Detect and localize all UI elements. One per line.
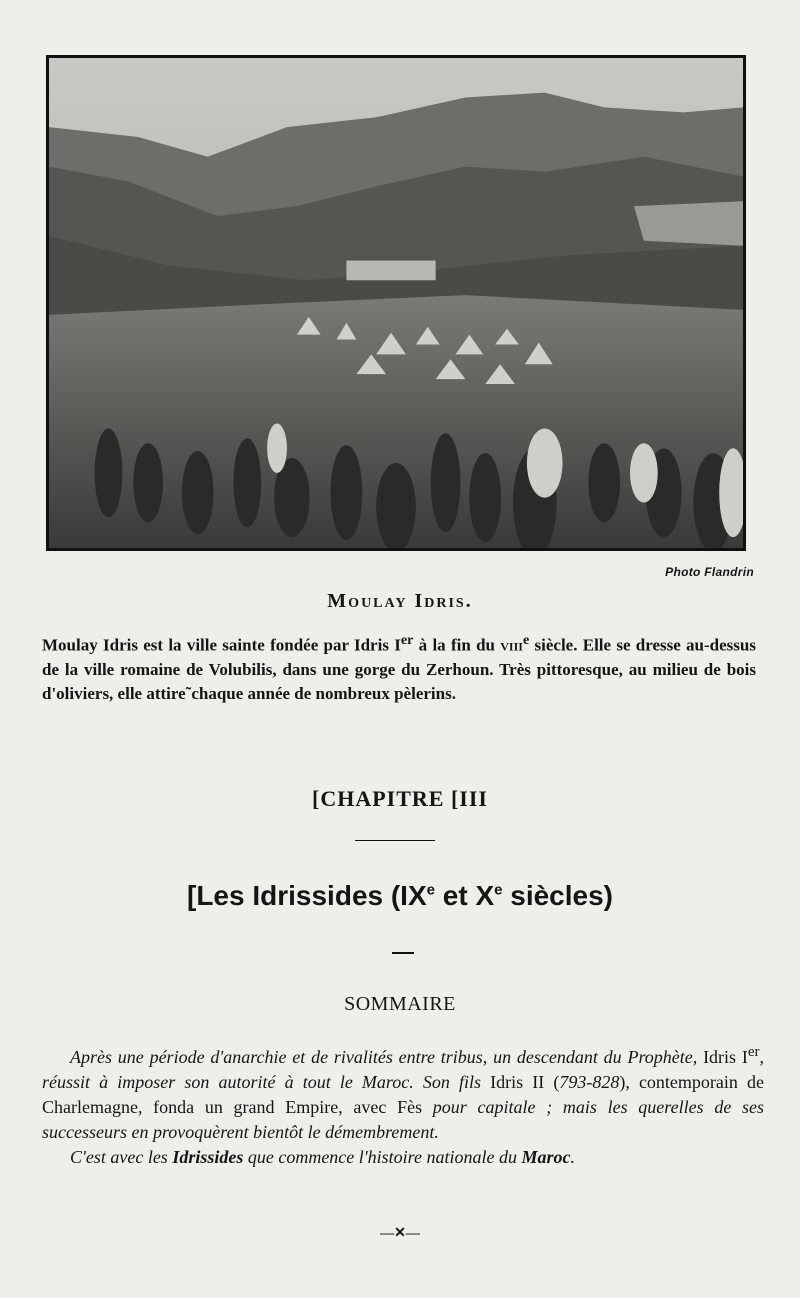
summary-heading: SOMMAIRE <box>344 993 456 1015</box>
photo-credit: Photo Flandrin <box>665 565 754 579</box>
chapter-heading: [Les Idrissides (IXe et Xe siècles) <box>187 880 613 911</box>
divider <box>355 840 435 841</box>
photo-landscape-illustration <box>49 58 743 548</box>
caption-title: Moulay Idris. <box>327 590 473 612</box>
summary-text: Après une période d'anarchie et de rivalités entre tribus, un descendant du Prophète, Idris Ier, réussit à imposer son autorité à tout le Maroc. Son fils Idris II (793-828), contemporain de Charlemagne, fonda un grand Empire, avec Fès pour capitale ; mais les querelles de ses successeurs en provoquèrent bientôt le démembrement. C'est avec les Idrissides que commence l'histoire nationale du Maroc. <box>42 1044 765 1167</box>
chapter-label: [CHAPITRE [III <box>312 786 488 811</box>
divider <box>392 952 414 954</box>
photograph <box>46 55 746 551</box>
ornament: —✕— <box>380 1226 420 1241</box>
caption-text: Moulay Idris est la ville sainte fondée par Idris Ier à la fin du viii$^e$ siècle. Elle se dresse au-dessus de la ville romaine de Volubilis, dans une gorge du Zerhoun. Très pittoresque, au milieu de bois d'oliviers, elle attire˜chaque année de nombreux pèlerins. <box>42 632 756 703</box>
